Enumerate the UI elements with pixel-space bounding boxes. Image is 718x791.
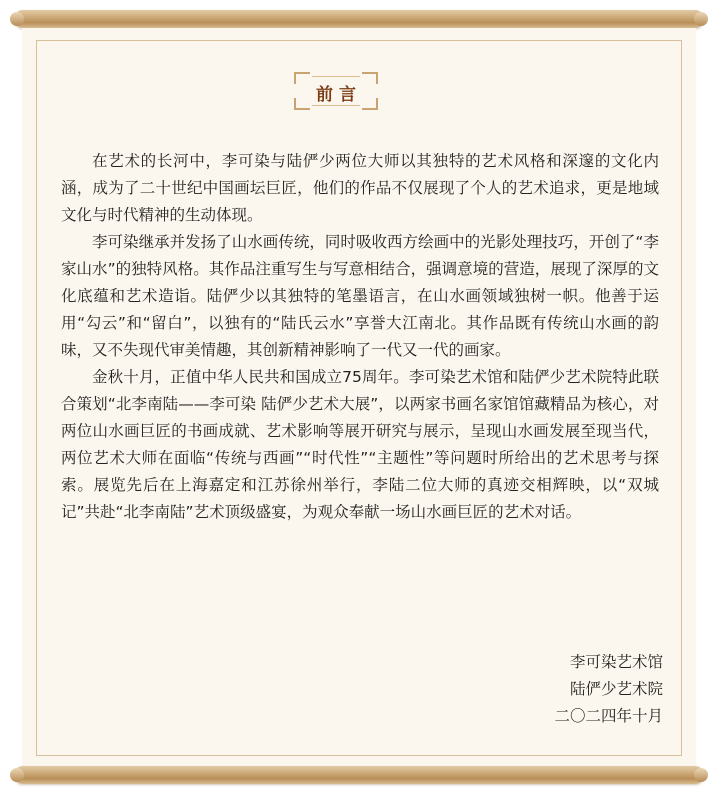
signature-org-1: 李可染艺术馆 <box>569 653 663 671</box>
paragraph: 李可染继承并发扬了山水画传统，同时吸收西方绘画中的光影处理技巧，开创了“李家山水”的独特风格。其作品注重写生与写意相结合，强调意境的营造，展现了深厚的文化底蕴和艺术造诣。陆俨少以其独特的笔墨语言，在山水画领域独树一帜。他善于运用“勾云”和“留白”，以独有的“陆氏云水”享誉大江南北。其作品既有传统山水画的韵味，又不失现代审美情趣，其创新精神影响了一代又一代的画家。 <box>61 233 659 359</box>
paragraph: 在艺术的长河中，李可染与陆俨少两位大师以其独特的艺术风格和深邃的文化内涵，成为了二十世纪中国画坛巨匠，他们的作品不仅展现了个人的艺术追求，更是地域文化与时代精神的生动体现。 <box>61 152 659 224</box>
scroll-rod-top <box>14 10 704 28</box>
title-frame <box>294 72 378 110</box>
preface-body <box>61 148 659 526</box>
signature <box>554 649 663 730</box>
paragraph: 金秋十月，正值中华人民共和国成立75周年。李可染艺术馆和陆俨少艺术院特此联合策划“北李南陆——李可染 陆俨少艺术大展”，以两家书画名家馆馆藏精品为核心，对两位山水画巨匠的书画成就、艺术影响等展开研究与展示，呈现山水画发展至现当代，两位艺术大师在面临“传统与西画”“时代性”“主题性”等问题时所给出的艺术思考与探索。展览先后在上海嘉定和江苏徐州举行，李陆二位大师的真迹交相辉映，以“双城记”共赴“北李南陆”艺术顶级盛宴，为观众奉献一场山水画巨匠的艺术对话。 <box>61 368 659 521</box>
signature-org-2: 陆俨少艺术院 <box>569 680 663 698</box>
signature-date: 二〇二四年十月 <box>554 707 663 725</box>
page-title: 前言 <box>316 85 362 105</box>
scroll-rod-bottom <box>14 766 704 784</box>
